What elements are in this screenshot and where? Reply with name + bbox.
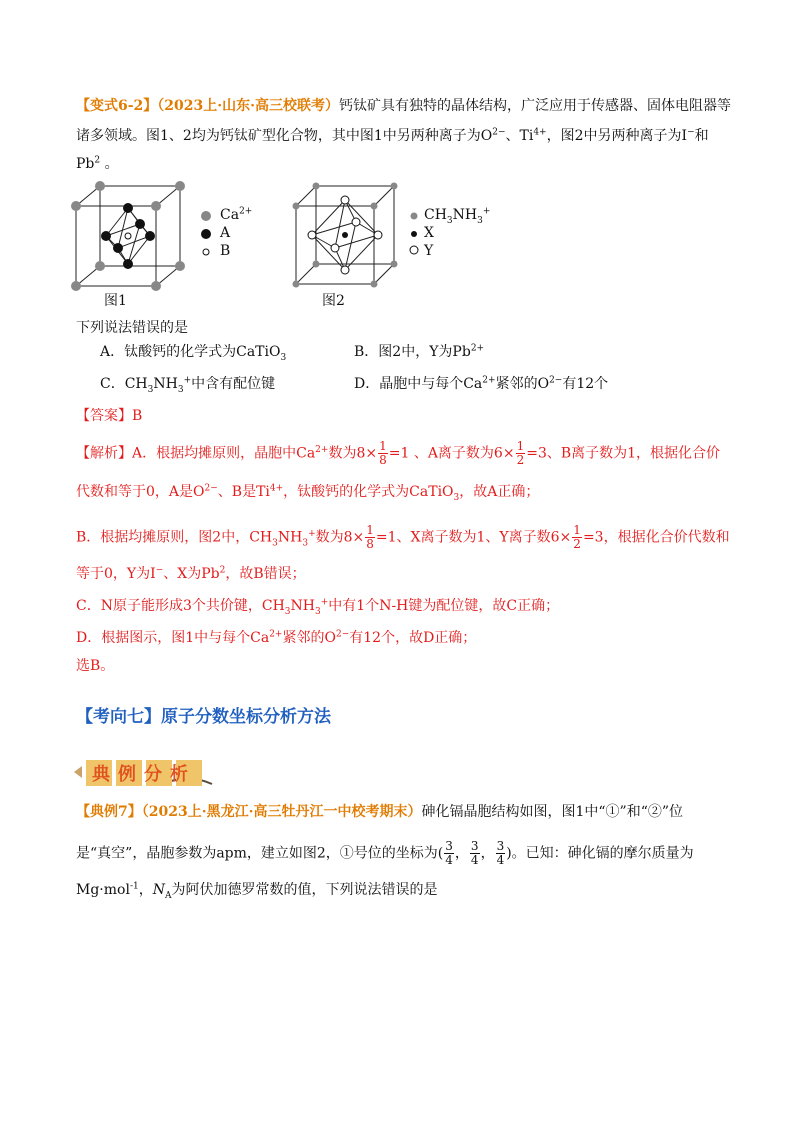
superscript: 2− [335, 629, 350, 640]
superscript: + [482, 206, 491, 217]
denominator: 4 [470, 853, 479, 867]
denominator: 8 [366, 537, 374, 551]
text: =3、B离子数为1，根据化合价 [526, 445, 721, 462]
legend-charge: 2+ [239, 206, 253, 217]
superscript: + [308, 528, 316, 539]
example-source: （2023上·黑龙江·高三牡丹江一中校考期末） [141, 804, 422, 820]
legend-label: Ca [220, 207, 240, 223]
superscript: 2+ [482, 375, 496, 386]
subscript: 3 [302, 538, 309, 549]
answer-line [76, 406, 142, 426]
ion-pb: Pb [76, 156, 95, 172]
analysis-line5 [76, 596, 559, 616]
denominator: 4 [445, 853, 453, 867]
text: ，故A正确； [459, 484, 540, 500]
numerator: 1 [366, 523, 374, 537]
formula: NH [290, 598, 315, 614]
ion-ti-charge: 4+ [533, 127, 547, 138]
option-b-text: B．图2中，Y为Pb [354, 344, 471, 360]
text: =1 、A离子数为6× [388, 445, 515, 462]
ion-i: I [681, 128, 688, 144]
analysis-label: 【解析】 [76, 445, 132, 462]
fraction [516, 440, 526, 467]
subscript: 3 [272, 538, 278, 549]
example-7-line3 [76, 880, 437, 900]
option-c [100, 374, 275, 394]
formula: NH [153, 376, 178, 392]
problem-6-2-line2 [76, 126, 709, 146]
legend-x: X [424, 225, 434, 241]
subscript: 3 [177, 384, 184, 395]
text: ，图2中另两种离子为 [546, 128, 682, 144]
answer-label: 【答案】 [76, 408, 132, 424]
figure-2 [290, 178, 500, 322]
numerator: 1 [516, 439, 525, 453]
numerator: 3 [445, 839, 453, 853]
superscript: 2 [219, 565, 226, 576]
problem-tag: 【变式6-2】 [76, 98, 158, 114]
avogadro-symbol: N [152, 882, 165, 898]
text: 、X为Pb [163, 566, 220, 582]
numerator: 1 [379, 439, 387, 453]
text: 代数和等于0，A是O [76, 484, 205, 500]
question-text: 下列说法错误的是 [76, 320, 188, 336]
legend-ch3nh3 [424, 206, 490, 224]
subscript: 3 [477, 215, 483, 226]
problem-6-2-line1 [76, 96, 731, 116]
banner-text: 典例分析 [92, 764, 196, 785]
analysis-line2 [76, 482, 539, 502]
subscript: 3 [453, 492, 460, 503]
ion-ti: Ti [519, 128, 534, 144]
analysis-line7: 选B。 [76, 658, 115, 674]
superscript: + [320, 597, 329, 608]
ion-pb-charge: 2 [94, 155, 101, 166]
legend-label: CH [424, 207, 447, 223]
text: A．根据均摊原则，晶胞中Ca [132, 445, 316, 462]
subscript: 3 [284, 606, 291, 617]
fraction [378, 440, 388, 467]
option-d-text: D．晶胞中与每个Ca [354, 376, 483, 392]
text: 数为8× [315, 529, 365, 546]
formula: NH [277, 529, 303, 546]
text: =1、X离子数为1、Y离子数6× [375, 529, 572, 546]
problem-source: （2023上·山东·高三校联考） [157, 98, 340, 114]
formula: CH [124, 376, 148, 392]
text: =3，根据化合价代数和 [582, 529, 730, 546]
numerator: 3 [470, 839, 479, 853]
text: 等于0，Y为I [76, 566, 156, 582]
figure-1 [66, 178, 266, 322]
text: ， [138, 882, 153, 898]
text: C．N原子能形成3个共价键， [76, 598, 262, 614]
fraction [470, 840, 480, 867]
answer-value: B [132, 408, 143, 424]
superscript: -1 [129, 881, 139, 892]
formula: CH [261, 598, 285, 614]
option-a-text: A．钛酸钙的化学式为CaTiO [100, 344, 281, 360]
text: 、 [505, 128, 520, 144]
option-b [354, 342, 484, 362]
text: 诸多领域。图1、2均为钙钛矿型化合物，其中图1中另两种离子为 [76, 128, 481, 144]
figure-2-caption: 图2 [322, 293, 345, 309]
analysis-line4 [76, 564, 306, 584]
subscript: 3 [280, 352, 287, 363]
option-d-text: 紧邻的O [495, 376, 550, 392]
text: 紧邻的O [282, 630, 336, 646]
text: D．根据图示，图1中与每个Ca [76, 630, 270, 646]
legend-y: Y [424, 243, 434, 259]
ion-o-charge: 2− [492, 127, 506, 138]
ion-i-charge: − [687, 127, 695, 138]
text: 、B是Ti [217, 484, 270, 500]
text: Mg·mol [76, 882, 130, 898]
option-c-text: C． [100, 376, 125, 392]
subscript: 3 [147, 384, 154, 395]
denominator: 2 [516, 453, 525, 467]
example-7-line2: 是“真空”，晶胞参数为apm，建立如图2，①号位的坐标为( $\frac{3}{4}$ ， $\frac{3}{4}$ ， $\frac{3}{4}$ )。已知：砷化镉的摩尔质量为 [76, 839, 694, 867]
text: 中有1个N-H键为配位键，故C正确； [328, 598, 560, 614]
option-a [100, 342, 286, 362]
formula: CH [249, 529, 273, 546]
figure-1-caption: 图1 [104, 293, 127, 309]
text: ，故B错误； [225, 566, 306, 582]
text: )。已知：砷化镉的摩尔质量为 [506, 845, 694, 862]
denominator: 4 [496, 853, 505, 867]
section-heading: 【考向七】原子分数坐标分析方法 [76, 707, 331, 727]
example-tag: 【典例7】 [76, 804, 142, 820]
example-7-line1 [76, 802, 683, 822]
superscript: 2− [204, 483, 218, 494]
fraction [365, 524, 375, 551]
problem-6-2-line3 [76, 154, 119, 174]
option-d-text: 有12个 [562, 376, 609, 392]
ion-o: O [480, 128, 493, 144]
legend-ca [220, 206, 252, 224]
superscript: 2− [549, 375, 563, 386]
text: 数为8× [328, 445, 378, 462]
text: 砷化镉晶胞结构如图，图1中“①”和“②”位 [421, 804, 684, 820]
superscript: − [155, 565, 164, 576]
text: 有12个，故D正确； [349, 630, 477, 646]
option-c-rest: 中含有配位键 [191, 376, 276, 392]
example-banner [72, 752, 222, 796]
denominator: 2 [573, 537, 581, 551]
fraction [444, 840, 454, 867]
superscript: + [183, 375, 192, 386]
fraction [572, 524, 582, 551]
option-d [354, 374, 608, 394]
numerator: 3 [496, 839, 505, 853]
analysis-line3 [76, 524, 730, 551]
superscript: 2+ [315, 444, 329, 455]
problem-text: 钙钛矿具有独特的晶体结构，广泛应用于传感器、固体电阻器等 [339, 98, 732, 114]
text: 为阿伏加德罗常数的值，下列说法错误的是 [171, 882, 438, 898]
analysis-line1 [76, 440, 720, 467]
denominator: 8 [379, 453, 387, 467]
text: 。 [104, 156, 119, 172]
subscript: A [164, 890, 172, 901]
text: ，钛酸钙的化学式为CaTiO [283, 484, 454, 500]
text: 是“真空”，晶胞参数为apm，建立如图2，①号位的坐标为( [76, 845, 444, 862]
subscript: 3 [315, 606, 321, 617]
superscript: 4+ [269, 483, 284, 494]
analysis-line6 [76, 628, 476, 648]
fraction [496, 840, 506, 867]
numerator: 1 [573, 523, 581, 537]
legend-label: NH [452, 207, 478, 223]
legend-b: B [220, 243, 231, 259]
superscript: 2+ [269, 629, 283, 640]
text: 和 [694, 128, 709, 144]
text: B．根据均摊原则，图2中， [76, 529, 250, 546]
subscript: 3 [446, 215, 453, 226]
superscript: 2+ [470, 343, 485, 354]
legend-a: A [220, 225, 231, 241]
